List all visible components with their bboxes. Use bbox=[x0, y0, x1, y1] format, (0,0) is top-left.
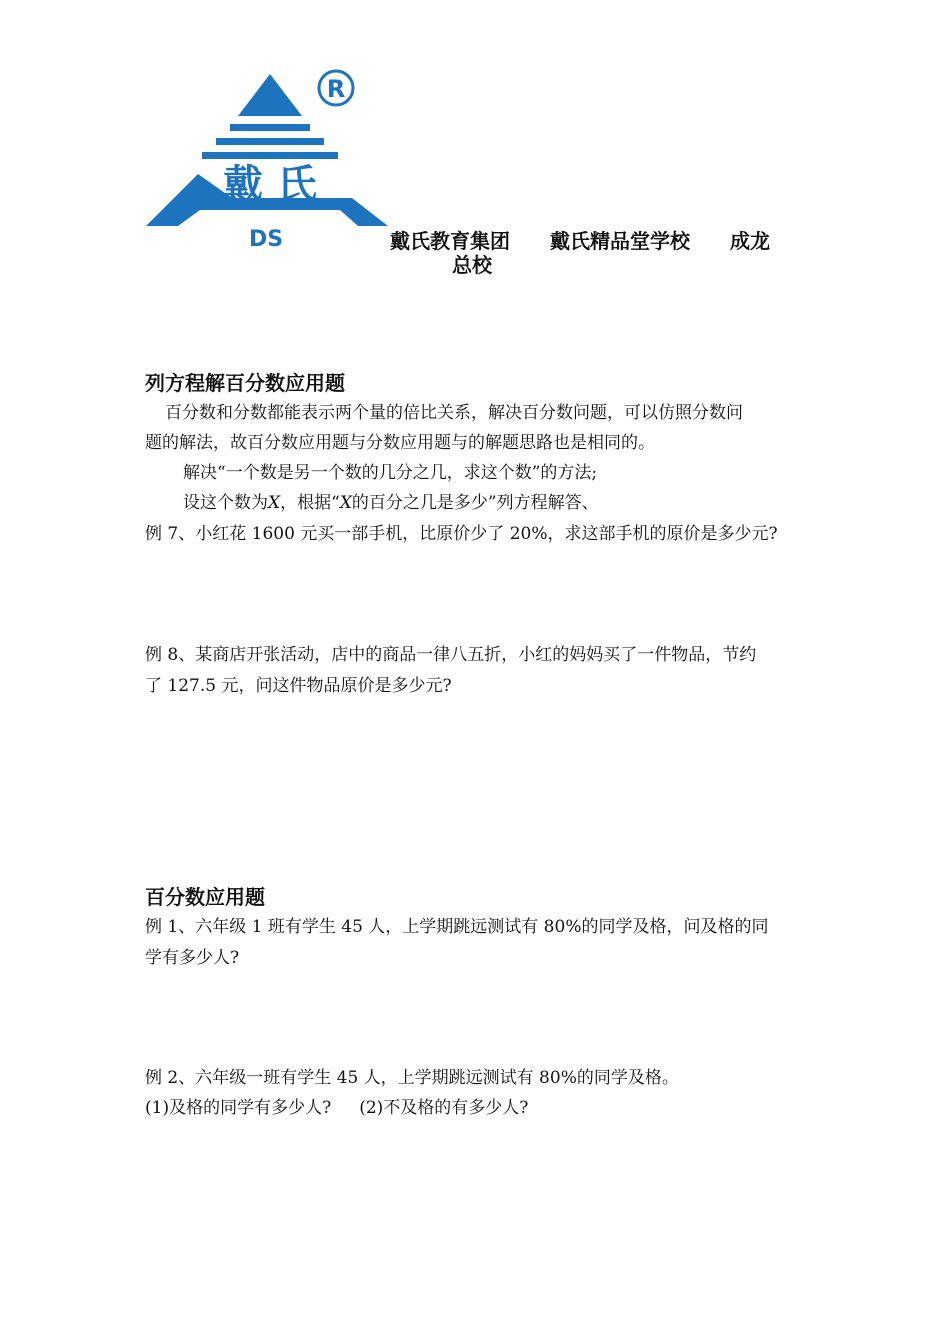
logo-stripe-2 bbox=[216, 138, 324, 145]
section1-method: 解决“一个数是另一个数的几分之几，求这个数”的方法; bbox=[183, 463, 598, 483]
section2-title: 百分数应用题 bbox=[145, 885, 265, 909]
example-8-line2: 了 127.5 元，问这件物品原价是多少元? bbox=[145, 676, 452, 696]
step-var-1: X bbox=[268, 493, 281, 513]
header-branch-b: 总校 bbox=[452, 253, 492, 277]
header-line bbox=[390, 229, 820, 253]
step-part-c: 的百分之几是多少”列方程解答、 bbox=[351, 493, 599, 513]
logo-triangle-top bbox=[238, 74, 302, 116]
example-1-line2: 学有多少人? bbox=[145, 948, 240, 968]
step-part-b: ，根据“ bbox=[280, 493, 340, 513]
section1-step bbox=[183, 488, 599, 518]
example-2-questions bbox=[145, 1093, 528, 1123]
step-part-a: 设这个数为 bbox=[183, 493, 268, 513]
example-2-line1: 例 2、六年级一班有学生 45 人，上学期跳远测试有 80%的同学及格。 bbox=[145, 1068, 679, 1088]
registered-letter: R bbox=[326, 75, 346, 103]
logo-chars: 戴 氏 bbox=[223, 161, 317, 208]
section1-intro-line2: 题的解法，故百分数应用题与分数应用题与的解题思路也是相同的。 bbox=[145, 433, 655, 453]
header-group: 戴氏教育集团 bbox=[390, 229, 510, 253]
example-2-q1: (1)及格的同学有多少人? bbox=[145, 1098, 332, 1118]
header-school: 戴氏精品堂学校 bbox=[550, 229, 690, 253]
logo-stripe-3 bbox=[202, 152, 338, 159]
example-7: 例 7、小红花 1600 元买一部手机，比原价少了 20%，求这部手机的原价是多少元? bbox=[145, 524, 778, 544]
example-2-q2: (2)不及格的有多少人? bbox=[359, 1098, 529, 1118]
ds-logo bbox=[140, 66, 400, 256]
logo-letters: DS bbox=[248, 227, 284, 252]
section1-intro-line1: 百分数和分数都能表示两个量的倍比关系，解决百分数问题，可以仿照分数问 bbox=[165, 403, 743, 423]
step-var-2: X bbox=[339, 493, 352, 513]
header-branch-a: 成龙 bbox=[730, 229, 770, 253]
section1-title: 列方程解百分数应用题 bbox=[145, 371, 345, 395]
logo-stripe-1 bbox=[230, 124, 310, 131]
example-1-line1: 例 1、六年级 1 班有学生 45 人，上学期跳远测试有 80%的同学及格，问及格的同 bbox=[145, 917, 769, 937]
example-8-line1: 例 8、某商店开张活动，店中的商品一律八五折，小红的妈妈买了一件物品，节约 bbox=[145, 645, 757, 665]
